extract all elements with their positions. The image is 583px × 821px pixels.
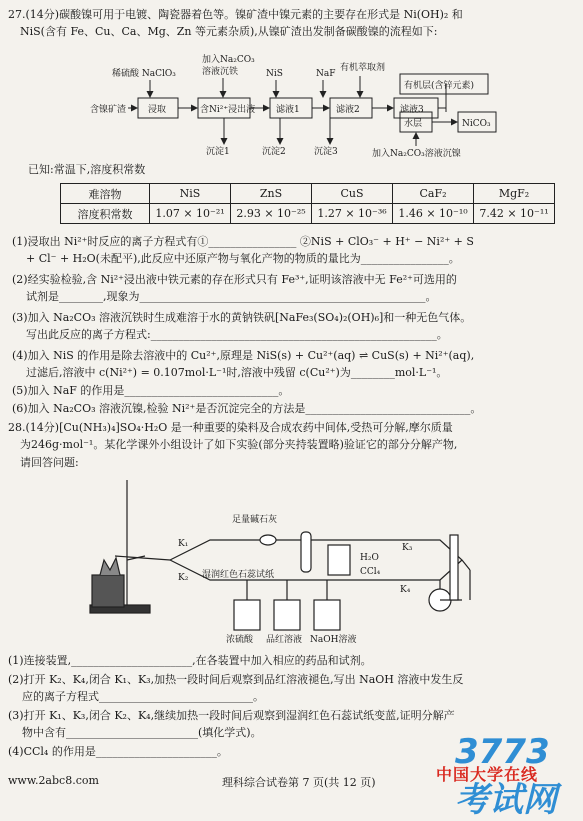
ksp-header-cell: MgF₂ xyxy=(474,184,555,204)
precipitate-3: 沉淀3 xyxy=(314,147,338,157)
precipitate-2: 沉淀2 xyxy=(262,147,286,157)
label-ccl4: CCl₄ xyxy=(360,567,381,577)
box-filtrate-1: 滤液1 xyxy=(276,105,300,115)
ksp-value-cell: 溶度积常数 xyxy=(61,204,150,224)
q27-sub2-line2: 试剂是________,现象为____________________________________________________。 xyxy=(26,290,437,303)
ksp-value-cell: 1.46 × 10⁻¹⁰ xyxy=(393,204,474,224)
q28-sub3-line2: 物中含有________________________(填化学式)。 xyxy=(22,726,262,739)
watermark-subtitle: 中国大学在线 xyxy=(436,765,539,784)
box-filtrate-2: 滤液2 xyxy=(336,105,360,115)
label-conc-sulfuric: 浓硫酸 xyxy=(226,635,254,645)
ksp-value-cell: 2.93 × 10⁻²⁵ xyxy=(231,204,312,224)
q27-sub1-line2: + Cl⁻ + H₂O(未配平),此反应中还原产物与氧化产物的物质的量比为________________。 xyxy=(26,252,460,265)
label-k4: K₄ xyxy=(400,585,411,595)
label-soda-lime: 足量碱石灰 xyxy=(232,515,278,525)
q28-line-3: 请回答问题: xyxy=(20,456,79,469)
ksp-value-cell: 7.42 × 10⁻¹¹ xyxy=(474,204,555,224)
ksp-value-cell: 1.07 × 10⁻²¹ xyxy=(150,204,231,224)
label-pinhong: 品红溶液 xyxy=(266,635,303,645)
label-litmus-paper: 湿润红色石蕊试纸 xyxy=(202,570,275,580)
q27-line-2: NiS(含有 Fe、Cu、Ca、Mg、Zn 等元素杂质),从镍矿渣出发制备碳酸镍的流程如下: xyxy=(20,25,438,38)
flow-start: 含镍矿渣 xyxy=(90,105,127,115)
label-h2o: H₂O xyxy=(360,553,379,563)
reagent-na2co3-a: 加入Na₂CO₃ xyxy=(202,55,255,65)
ksp-header-cell: CuS xyxy=(312,184,393,204)
q27-sub6: (6)加入 Na₂CO₃ 溶液沉镍,检验 Ni²⁺是否沉淀完全的方法是______________________________。 xyxy=(12,402,482,415)
reagent-na2co3-nickel: 加入Na₂CO₃溶液沉镍 xyxy=(372,149,461,159)
q28-line-2: 为246g·mol⁻¹。某化学课外小组设计了如下实验(部分夹持装置略)验证它的部分分解产物, xyxy=(20,438,458,451)
q27-sub4-line2: 过滤后,溶液中 c(Ni²⁺) = 0.107mol·L⁻¹时,溶液中残留 c(Cu²⁺)为________mol·L⁻¹。 xyxy=(26,366,448,379)
q27-sub3-line1: (3)加入 Na₂CO₃ 溶液沉铁时生成难溶于水的黄钠铁矾[NaFe₃(SO₄)₂(OH)₆]和一种无色气体。 xyxy=(12,311,472,324)
q27-sub5: (5)加入 NaF 的作用是____________________________。 xyxy=(12,384,290,397)
label-k3: K₃ xyxy=(402,543,413,553)
box-filtrate-3: 滤液3 xyxy=(400,105,424,115)
label-k2: K₂ xyxy=(178,573,189,583)
q28-sub2-line1: (2)打开 K₂、K₄,闭合 K₁、K₃,加热一段时间后观察到品红溶液褪色,写出 NaOH 溶液中发生反 xyxy=(8,673,464,686)
ksp-header-cell: CaF₂ xyxy=(393,184,474,204)
q28-sub2-line2: 应的离子方程式____________________________。 xyxy=(22,690,264,703)
q27-sub3-line2: 写出此反应的离子方程式:____________________________________________________。 xyxy=(26,328,448,341)
box-water-layer: 水层 xyxy=(404,119,423,129)
box-leach: 浸取 xyxy=(148,105,167,115)
reagent-nis: NiS xyxy=(266,69,283,79)
label-naoh: NaOH溶液 xyxy=(310,635,357,645)
q27-sub4-line1: (4)加入 NiS 的作用是除去溶液中的 Cu²⁺,原理是 NiS(s) + Cu²⁺(aq) ⇌ CuS(s) + Ni²⁺(aq), xyxy=(12,349,475,362)
q28-sub3-line1: (3)打开 K₁、K₃,闭合 K₂、K₄,继续加热一段时间后观察到湿润红色石蕊试纸变蓝,证明分解产 xyxy=(8,709,455,722)
q27-line-1: 27.(14分)碳酸镍可用于电镀、陶瓷器着色等。镍矿渣中镍元素的主要存在形式是 Ni(OH)₂ 和 xyxy=(8,8,463,21)
known-conditions: 已知:常温下,溶度积常数 xyxy=(28,163,146,176)
q28-line-1: 28.(14分)[Cu(NH₃)₄]SO₄·H₂O 是一种重要的染料及合成农药中间体,受热可分解,摩尔质量 xyxy=(8,421,453,434)
label-k1-left: K₁ xyxy=(178,539,189,549)
ksp-header-cell: NiS xyxy=(150,184,231,204)
box-ni-leachate: 含Ni²⁺浸出液 xyxy=(200,105,256,115)
reagent-acid: 稀硫酸 NaClO₃ xyxy=(112,69,176,79)
q28-sub1: (1)连接装置,______________________,在各装置中加入相应的药品和试剂。 xyxy=(8,654,372,667)
ksp-value-cell: 1.27 × 10⁻³⁶ xyxy=(312,204,393,224)
reagent-na2co3-b: 溶液沉铁 xyxy=(202,67,239,77)
precipitate-1: 沉淀1 xyxy=(206,147,230,157)
ksp-header-cell: 难溶物 xyxy=(61,184,150,204)
footer-website: www.2abc8.com xyxy=(8,774,99,787)
q27-sub1-line1: (1)浸取出 Ni²⁺时反应的离子方程式有①________________ ②NiS + ClO₃⁻ + H⁺ − Ni²⁺ + S xyxy=(12,235,474,248)
footer-page-number: 理科综合试卷第 7 页(共 12 页) xyxy=(222,776,376,789)
q27-sub2-line1: (2)经实验检验,含 Ni²⁺浸出液中铁元素的存在形式只有 Fe³⁺,证明该溶液中无 Fe²⁺可选用的 xyxy=(12,273,457,286)
q28-sub4: (4)CCl₄ 的作用是______________________。 xyxy=(8,745,228,758)
box-organic-layer: 有机层(含锌元素) xyxy=(404,81,475,91)
reagent-organic: 有机萃取剂 xyxy=(340,63,386,73)
reagent-naf: NaF xyxy=(316,69,336,79)
watermark-brand: 3773考试网 xyxy=(455,732,557,820)
box-nickel-carbonate: NiCO₃ xyxy=(462,119,491,129)
ksp-header-cell: ZnS xyxy=(231,184,312,204)
